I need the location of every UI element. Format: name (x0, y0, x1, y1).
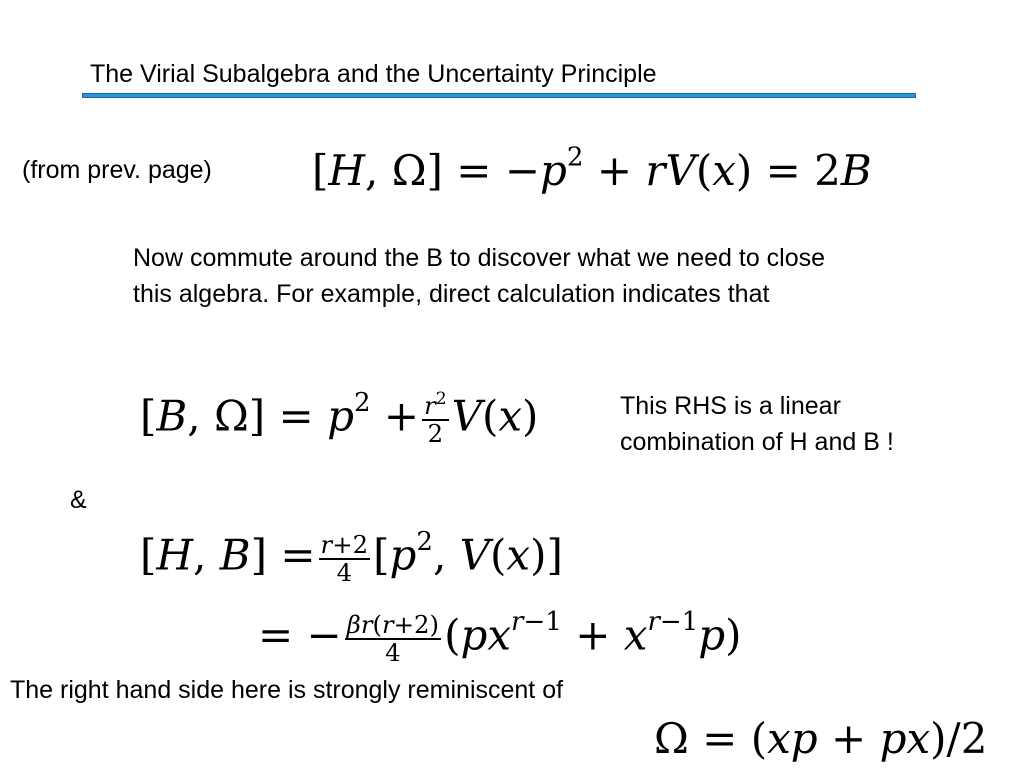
rhs-note: This RHS is a linear combination of H and B ! (620, 392, 894, 456)
explanation-paragraph: Now commute around the B to discover what we need to close this algebra. For example, direct calculation indicates that (133, 244, 826, 308)
ampersand: & (70, 486, 87, 514)
equation-commutator-h-omega: [H, $\Omega] = -p^2 + rV(x) = 2B$ (312, 142, 872, 195)
equation-commutator-h-b: [H, B] = $\frac{r+2}{4}$ [$p^2$, V(x)] (140, 527, 563, 587)
from-prev-label: (from prev. page) (22, 156, 212, 184)
equation-commutator-b-omega: [B, $\Omega] = p^2$ + $\frac{r^2}{2}$ V(x) (140, 388, 539, 448)
slide-title: The Virial Subalgebra and the Uncertainty Principle (90, 60, 657, 88)
equation-omega-definition: Ω = (xp + px)/2 (654, 714, 988, 763)
title-underline (82, 93, 916, 98)
equation-commutator-h-b-expanded: = − $\frac{\beta r(r+2)}{4}$ $(px^{r-1} + x^{r-1}p)$ (258, 607, 742, 667)
reminiscent-text: The right hand side here is strongly reminiscent of (10, 676, 564, 704)
